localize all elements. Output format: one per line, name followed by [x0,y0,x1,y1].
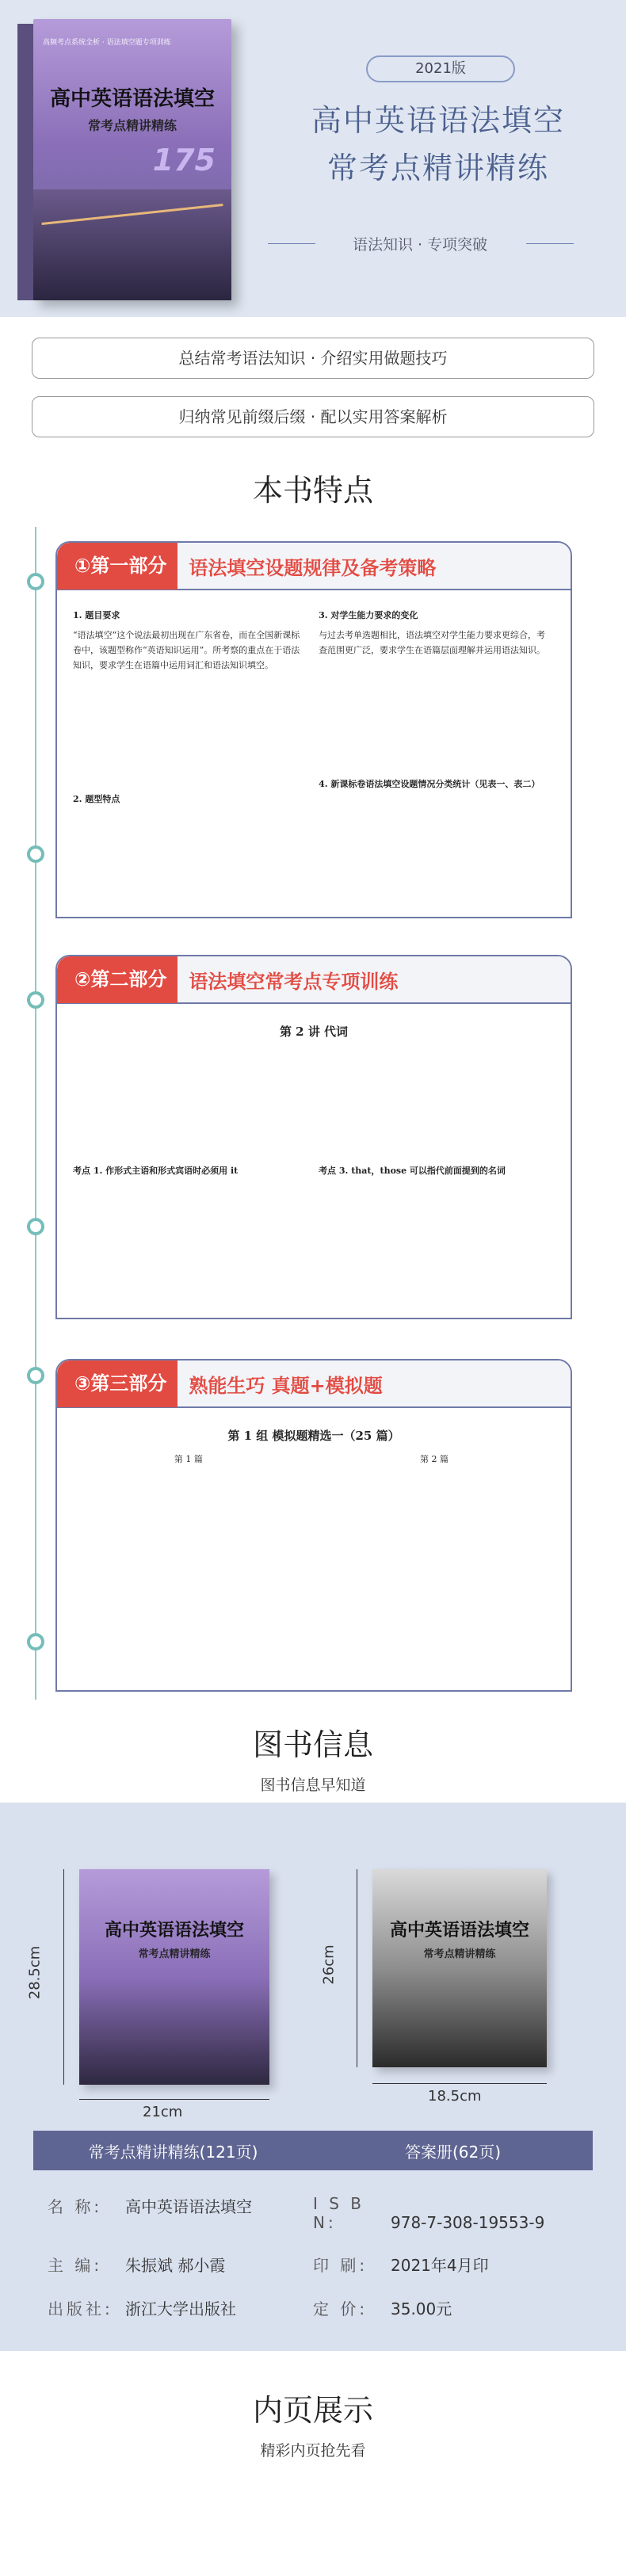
section-number: ①第一部分 [57,542,177,590]
book-1-title: 高中英语语法填空 [104,1920,244,1941]
book-2-height: 26cm [320,1944,338,1985]
book-2-subtitle: 常考点精讲精练 [423,1948,496,1960]
title-line-2: 常考点精讲精练 [326,151,549,185]
sample-heading: 2. 题型特点 [73,794,120,804]
timeline-line [35,527,36,1700]
info-title: 图书信息 [252,1727,373,1762]
page-count-bar [33,2131,593,2170]
answer-book-pages: 答案册(62页) [404,2142,502,2162]
sample-heading: 考点 3. that，those 可以指代前面提到的名词 [319,1166,506,1176]
sample-heading: 考点 1. 作形式主语和形式宾语时必须用 it [73,1166,239,1176]
section-name: 语法填空设题规律及备考策略 [189,556,437,579]
passage-label: 第 2 篇 [419,1454,449,1464]
book-2-width: 18.5cm [428,2088,482,2105]
timeline-dot [27,1367,44,1384]
section-card-1 [55,541,572,918]
timeline-dot [27,845,44,863]
editor: 朱振斌 郝小霞 [125,2256,226,2275]
pages-title: 内页展示 [252,2393,373,2428]
book-meta [0,2170,626,2319]
height-line [63,1869,64,2085]
book-cover [33,19,231,300]
cover-badge: 175 [152,143,216,177]
page-title [252,97,624,192]
price: 35.00元 [391,2299,452,2318]
width-line [79,2099,269,2100]
timeline-dot [27,1633,44,1651]
meta-label: 主 编: [48,2256,103,2275]
timeline-dot [27,991,44,1009]
hero-banner [0,0,626,317]
meta-label: I S B N: [313,2194,365,2232]
sample-heading: 1. 题目要求 [73,610,120,620]
sample-text: “语法填空”这个说法最初出现在广东省卷，而在全国新课标卷中，该题型称作“英语知识运用”。所考察的重点在于语法知识，要求学生在语篇中运用词汇和语法知识填空。 [73,630,300,670]
cover-title: 高中英语语法填空 [49,87,215,111]
info-subtitle: 图书信息早知道 [260,1776,366,1794]
group-title: 第 1 组 模拟题精选一（25 篇） [227,1429,400,1443]
book-spine [17,24,33,300]
meta-label: 出版社: [48,2299,113,2318]
book-1-height: 28.5cm [26,1945,44,2000]
feature-pills [0,317,626,437]
book-2-title: 高中英语语法填空 [389,1920,529,1941]
section-name: 熟能生巧 真题+模拟题 [189,1374,383,1397]
timeline-dot [27,573,44,590]
sample-heading: 4. 新课标卷语法填空设题情况分类统计（见表一、表二） [319,779,540,789]
sample-heading: 3. 对学生能力要求的变化 [319,610,418,620]
cover-tags: 高频考点系统全析 · 语法填空题专项训练 [43,39,171,47]
title-line-1: 高中英语语法填空 [311,103,565,138]
sample-text: 与过去考单选题相比，语法填空对学生能力要求更综合，考查范围更广泛，要求学生在语篇层面理解并运用语法知识。 [319,630,546,655]
section-number: ②第二部分 [57,956,177,1003]
section-number: ③第三部分 [57,1360,177,1407]
features-timeline [0,527,626,1700]
book-2-cover [372,1869,547,2067]
book-name: 高中英语语法填空 [125,2197,252,2216]
main-book-pages: 常考点精讲精练(121页) [88,2142,258,2162]
pill-1: 总结常考语法知识 · 介绍实用做题技巧 [32,338,594,379]
meta-label: 名 称: [48,2197,103,2216]
pill-2: 归纳常见前缀后缀 · 配以实用答案解析 [32,396,594,437]
bridge-image [33,189,231,300]
section-card-2 [55,955,572,1319]
meta-label: 印 刷: [313,2256,368,2275]
meta-label: 定 价: [313,2299,368,2318]
slogan: 语法知识 · 专项突破 [352,236,488,254]
pages-subtitle: 精彩内页抢先看 [260,2442,366,2460]
cover-subtitle: 常考点精讲精练 [87,118,177,133]
book-1-cover [79,1869,269,2085]
edition-badge: 2021版 [366,55,515,82]
print-date: 2021年4月印 [391,2256,489,2275]
book-1-subtitle: 常考点精讲精练 [138,1948,211,1960]
publisher: 浙江大学出版社 [125,2299,236,2318]
book-1-width: 21cm [143,2104,183,2120]
isbn: 978-7-308-19553-9 [391,2213,545,2232]
divider-left [268,243,315,244]
divider-right [526,243,574,244]
lecture-title: 第 2 讲 代词 [279,1025,349,1039]
passage-label: 第 1 篇 [174,1454,203,1464]
book-info-panel [0,1803,626,2351]
section-card-3 [55,1359,572,1692]
features-title: 本书特点 [252,473,373,508]
width-line [372,2083,547,2084]
book-dimensions [0,1830,626,2131]
timeline-dot [27,1218,44,1235]
section-name: 语法填空常考点专项训练 [189,970,399,993]
